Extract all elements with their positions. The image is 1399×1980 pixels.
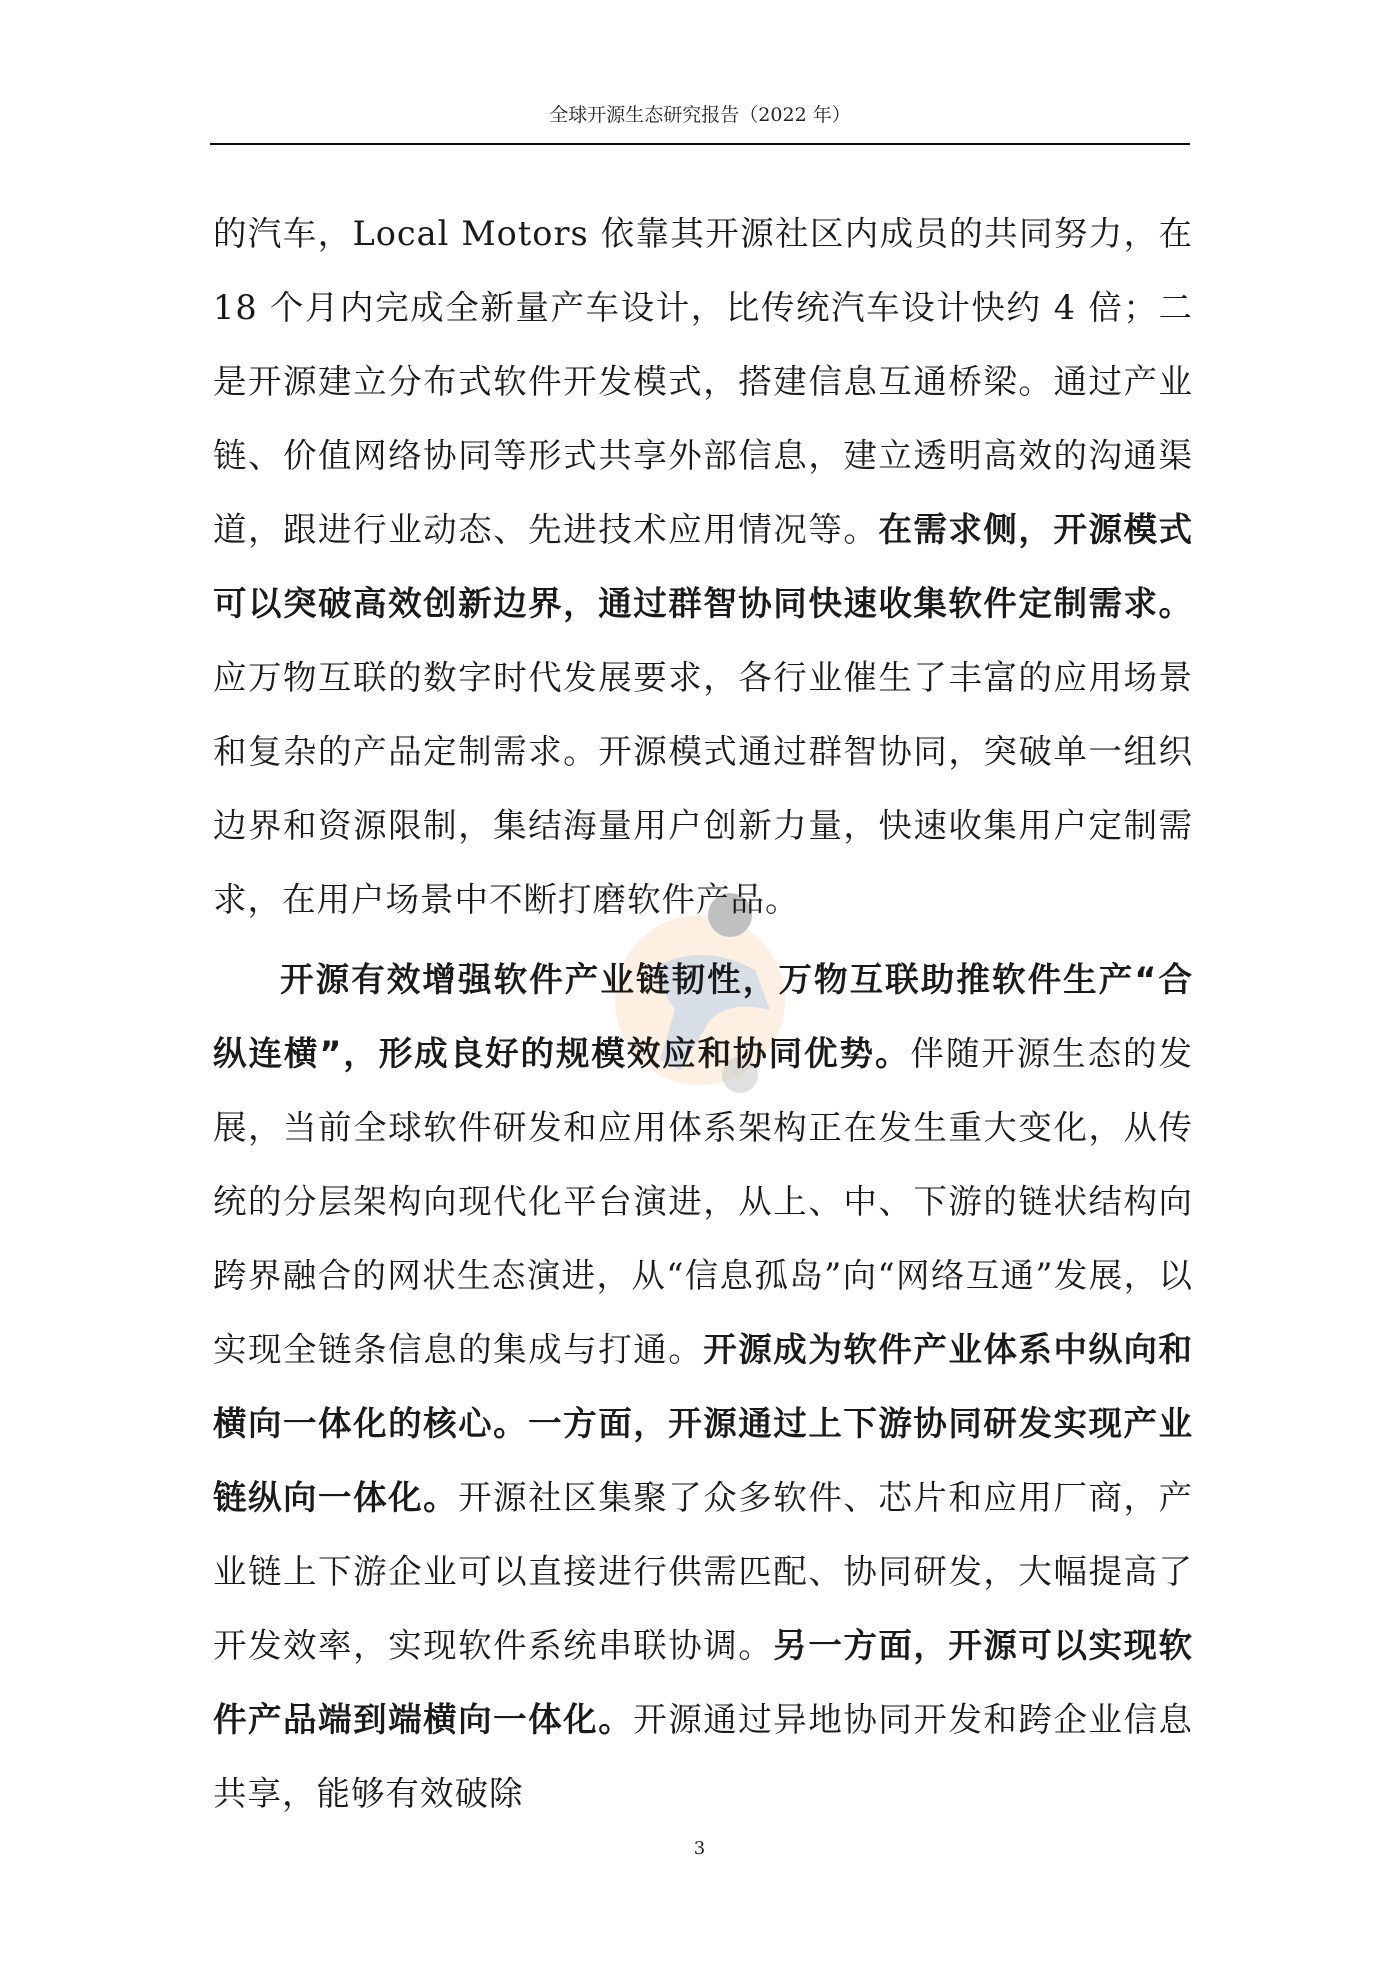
text-segment: 应万物互联的数字时代发展要求，各行业催生了丰富的应用场景和复杂的产品定制需求。开源模式通过群智协同，突破单一组织边界和资源限制，集结海量用户创新力量，快速收集用户定制需求，在用户场景中不断打磨软件产品。 [213,658,1193,919]
text-segment: 的汽车，Local Motors 依靠其开源社区内成员的共同努力，在 18 个月内完成全新量产车设计，比传统汽车设计快约 4 倍；二是开源建立分布式软件开发模式，搭建信息互通桥梁。通过产业链、价值网络协同等形式共享外部信息，建立透明高效的沟通渠道，跟进行业动态、先进技术应用情况等。 [213,214,1193,549]
page-number: 3 [693,1838,706,1859]
emphasis-segment: 开源有效增强软件产业链韧性，万物互联助推软件生产“合纵连横”，形成良好的规模效应和协同优势。 [213,960,1193,1073]
emphasis-segment: 另一方面，开源可以实现软件产品端到端横向一体化。 [213,1626,1194,1739]
emphasis-segment: 在需求侧，开源模式可以突破高效创新边界，通过群智协同快速收集软件定制需求。 [213,510,1194,623]
emphasis-segment: 开源成为软件产业体系中纵向和横向一体化的核心。一方面，开源通过上下游协同研发实现产业链纵向一体化。 [213,1330,1194,1517]
paragraph-1 [213,197,1193,937]
paragraph-2 [213,943,1193,1831]
text-segment: 开源通过异地协同开发和跨企业信息共享，能够有效破除 [213,1700,1194,1813]
header-divider [210,143,1190,145]
body-text [213,197,1193,1831]
text-segment: 伴随开源生态的发展，当前全球软件研发和应用体系架构正在发生重大变化，从传统的分层架构向现代化平台演进，从上、中、下游的链状结构向跨界融合的网状生态演进，从“信息孤岛”向“网络互通”发展，以实现全链条信息的集成与打通。 [213,1034,1193,1369]
text-segment: 开源社区集聚了众多软件、芯片和应用厂商，产业链上下游企业可以直接进行供需匹配、协同研发，大幅提高了开发效率，实现软件系统串联协调。 [213,1478,1194,1665]
running-header-title: 全球开源生态研究报告（2022 年） [549,104,851,126]
